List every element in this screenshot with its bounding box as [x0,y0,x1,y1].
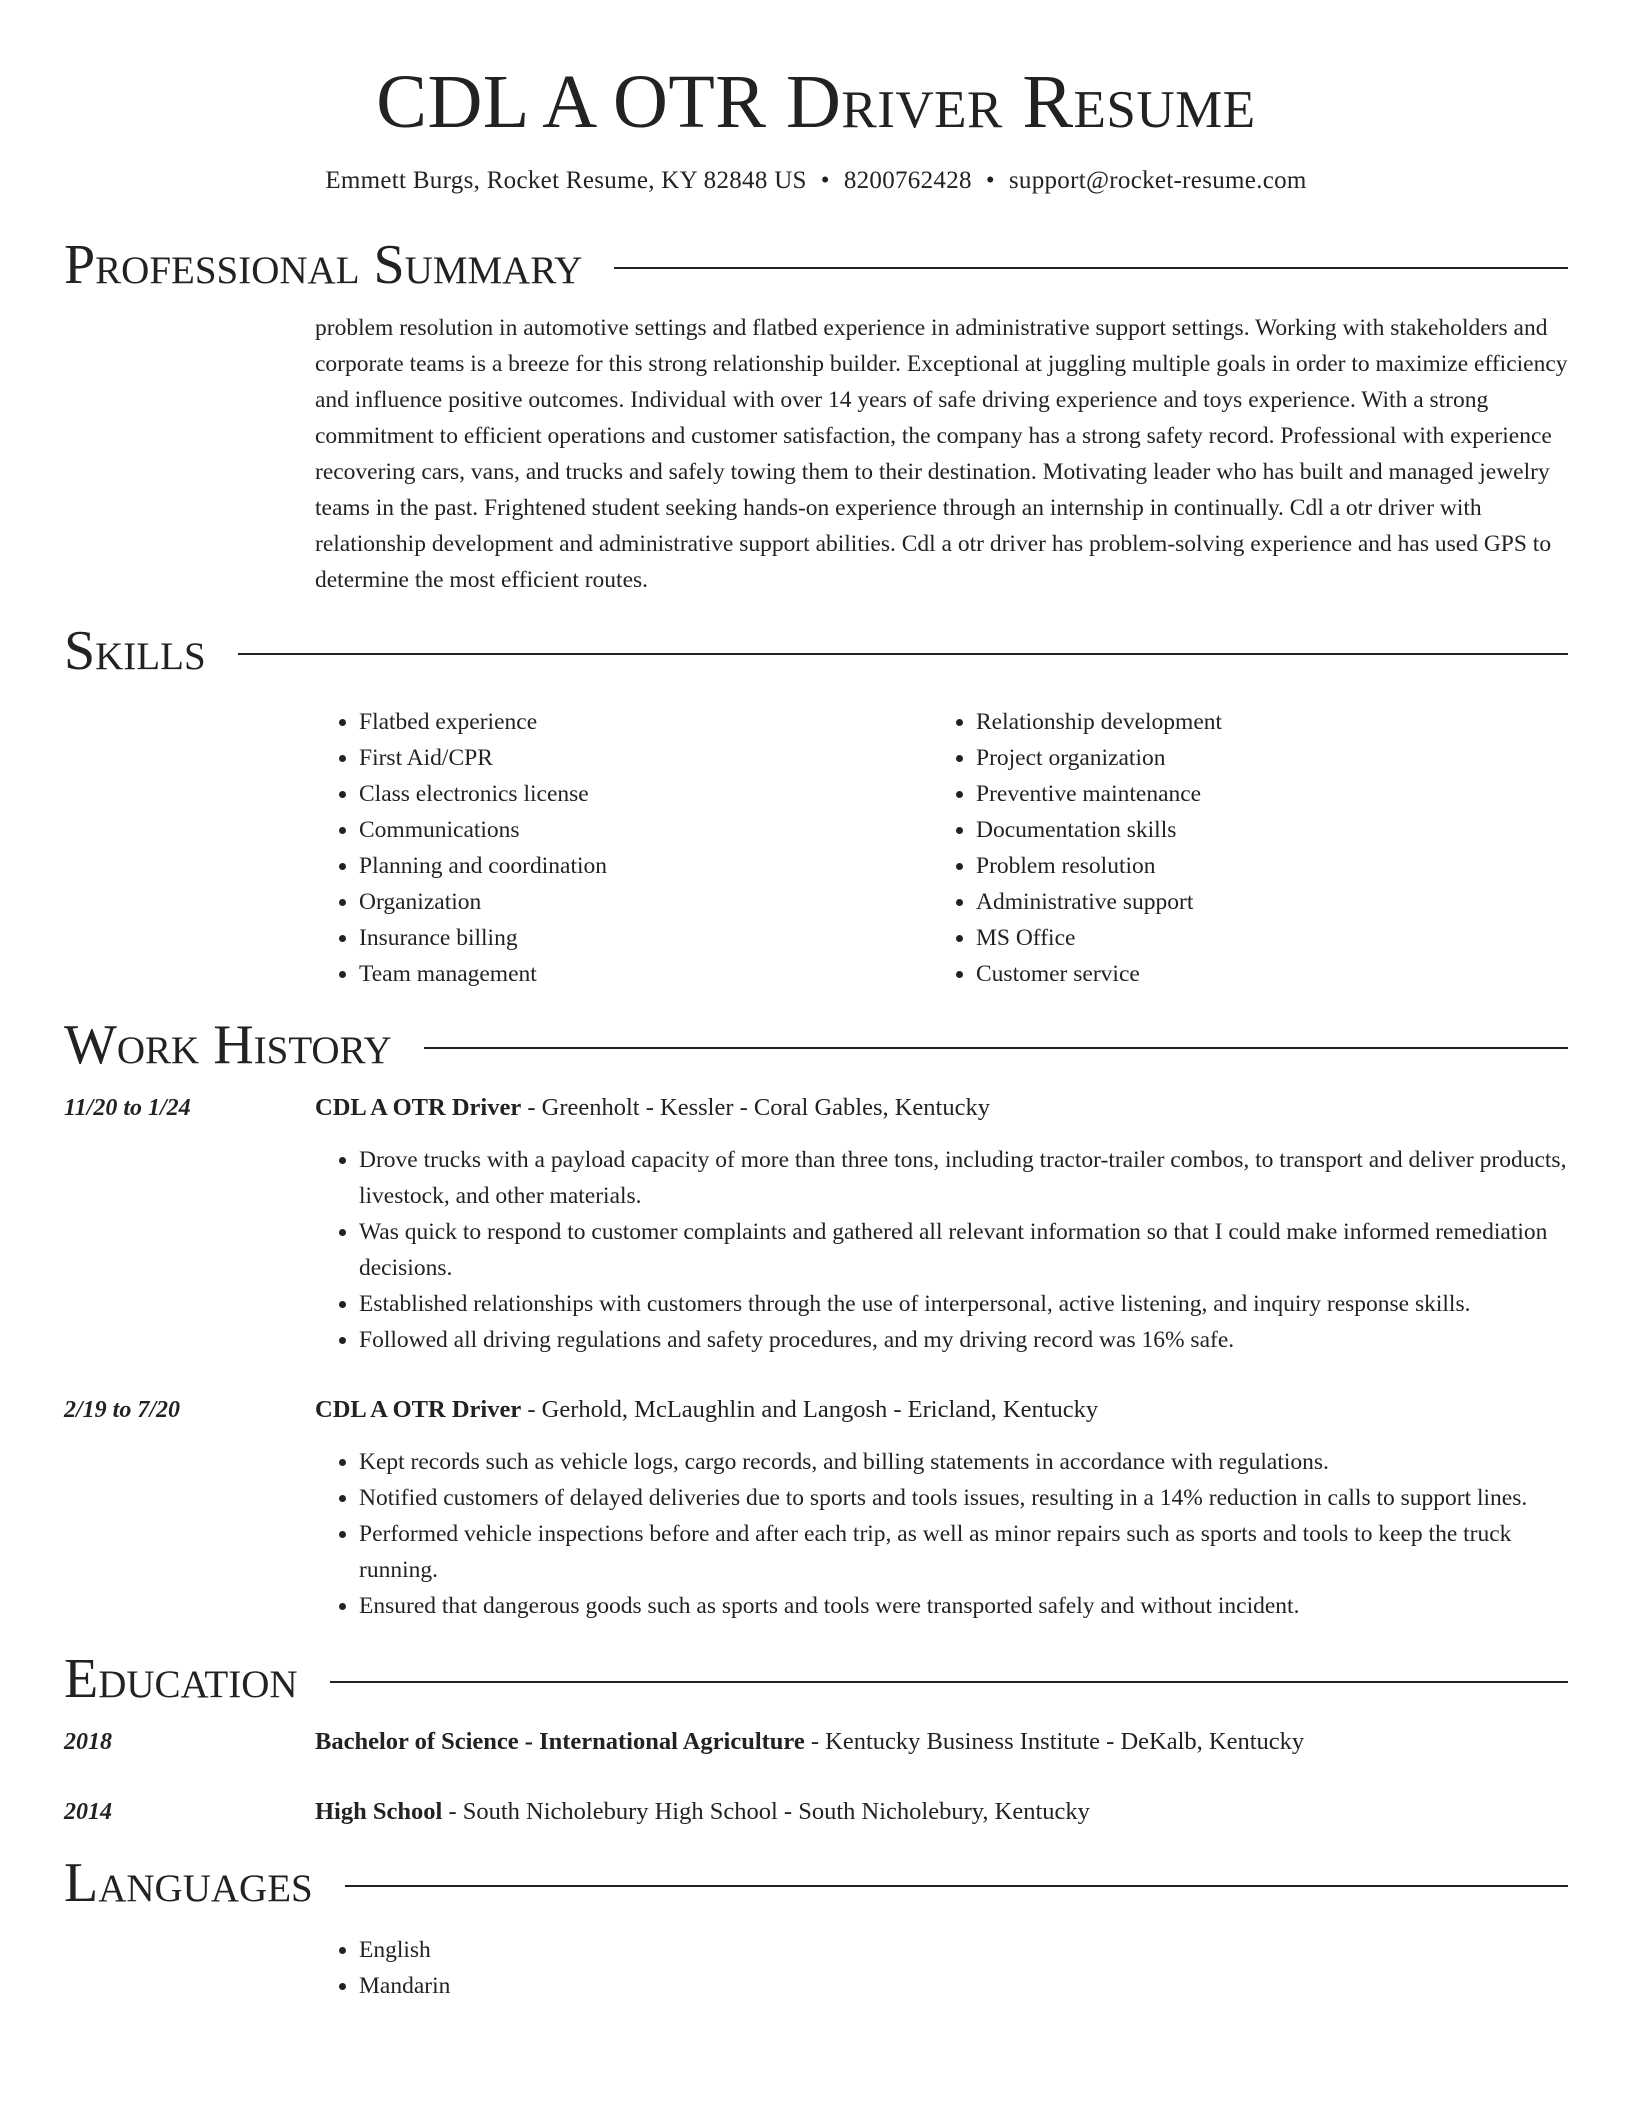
job-header [64,1090,1568,1126]
section-divider [330,1681,1568,1683]
education-year: 2014 [64,1799,112,1825]
skill-item: • Organization [359,884,932,920]
skills-column-right [932,704,1549,992]
education-school: - Kentucky Business Institute - DeKalb, Kentucky [804,1728,1305,1755]
summary-text: problem resolution in automotive settings and flatbed experience in administrative support settings. Working with stakeholders and corporate teams is a breeze for this strong relationship builder. Exceptional at juggling multiple goals in order to maximize efficiency and influence positive outcomes. Individual with over 14 years of safe driving experience and toys experience. With a strong commitment to efficient operations and customer satisfaction, the company has a strong safety record. Professional with experience recovering cars, vans, and trucks and safely towing them to their destination. Motivating leader who has built and managed jewelry teams in the past. Frightened student seeking hands-on experience through an internship in continually. Cdl a otr driver with relationship development and administrative support abilities. Cdl a otr driver has problem-solving experience and has used GPS to determine the most efficient routes. [315,315,1568,593]
job-duty: • Kept records such as vehicle logs, cargo records, and billing statements in accordance with regulations. [359,1444,1568,1480]
education-school: - South Nicholebury High School - South Nicholebury, Kentucky [442,1798,1090,1825]
education-heading: Education [64,1648,298,1710]
skill-item: • Documentation skills [976,812,1549,848]
skills-heading: Skills [64,620,206,682]
job-title: CDL A OTR Driver [315,1396,522,1423]
languages-section-header [64,1852,1568,1914]
skills-list [315,704,1568,992]
job-duty: • Performed vehicle inspections before and after each trip, as well as minor repairs such as sports and tools to keep the truck running. [359,1516,1568,1588]
skills-section-header [64,620,1568,682]
skill-item: • Project organization [976,740,1549,776]
contact-line [64,164,1568,198]
language-item: • English [359,1932,1568,1968]
languages-list [315,1932,1568,2004]
languages-heading: Languages [64,1852,313,1914]
job-dates: 11/20 to 1/24 [64,1095,191,1121]
work-section-header [64,1014,1568,1076]
job-duty: • Ensured that dangerous goods such as sports and tools were transported safely and without incident. [359,1588,1568,1624]
education-degree: Bachelor of Science - International Agriculture [315,1728,805,1755]
education-line [315,1794,1090,1830]
contact-separator: • [985,167,995,194]
job-title: CDL A OTR Driver [315,1094,522,1121]
education-section-header [64,1648,1568,1710]
skill-item: • Flatbed experience [359,704,932,740]
section-divider [238,653,1568,655]
skill-item: • Insurance billing [359,920,932,956]
summary-section-header [64,234,1568,296]
job-role-line [315,1392,1098,1428]
skill-item: • First Aid/CPR [359,740,932,776]
skill-item: • Planning and coordination [359,848,932,884]
skill-item: • Preventive maintenance [976,776,1549,812]
job-employer: - Greenholt - Kessler - Coral Gables, Kentucky [521,1094,990,1121]
education-degree: High School [315,1798,443,1825]
section-divider [424,1047,1568,1049]
skill-item: • MS Office [976,920,1549,956]
language-item: • Mandarin [359,1968,1568,2004]
job-entry [64,1392,1568,1624]
contact-email: support@rocket-resume.com [1008,167,1307,194]
education-line [315,1724,1304,1760]
work-heading: Work History [64,1014,392,1076]
job-duty: • Established relationships with customers through the use of interpersonal, active listening, and inquiry response skills. [359,1286,1568,1322]
education-entry [64,1724,1568,1760]
resume-title: CDL A OTR Driver Resume [376,60,1256,144]
job-header [64,1392,1568,1428]
summary-body [315,310,1568,598]
resume-page [64,0,1568,2004]
job-role-line [315,1090,990,1126]
contact-separator: • [820,167,830,194]
skill-item: • Team management [359,956,932,992]
skill-item: • Problem resolution [976,848,1549,884]
skills-column-left [315,704,932,992]
job-duties [315,1142,1568,1358]
job-duty: • Drove trucks with a payload capacity of more than three tons, including tractor-trailer combos, to transport and deliver products, livestock, and other materials. [359,1142,1568,1214]
skill-item: • Relationship development [976,704,1549,740]
job-employer: - Gerhold, McLaughlin and Langosh - Ericland, Kentucky [521,1396,1099,1423]
job-dates: 2/19 to 7/20 [64,1397,181,1423]
skill-item: • Administrative support [976,884,1549,920]
job-entry [64,1090,1568,1358]
contact-phone: 8200762428 [843,167,972,194]
section-divider [345,1885,1568,1887]
skill-item: • Customer service [976,956,1549,992]
summary-heading: Professional Summary [64,234,583,296]
contact-address: Emmett Burgs, Rocket Resume, KY 82848 US [325,167,807,194]
education-year: 2018 [64,1729,112,1755]
skill-item: • Class electronics license [359,776,932,812]
job-duty: • Notified customers of delayed deliveries due to sports and tools issues, resulting in a 14% reduction in calls to support lines. [359,1480,1568,1516]
job-duty: • Followed all driving regulations and safety procedures, and my driving record was 16% safe. [359,1322,1568,1358]
section-divider [614,267,1568,269]
skill-item: • Communications [359,812,932,848]
education-entry [64,1794,1568,1830]
job-duty: • Was quick to respond to customer complaints and gathered all relevant information so that I could make informed remediation decisions. [359,1214,1568,1286]
job-duties [315,1444,1568,1624]
